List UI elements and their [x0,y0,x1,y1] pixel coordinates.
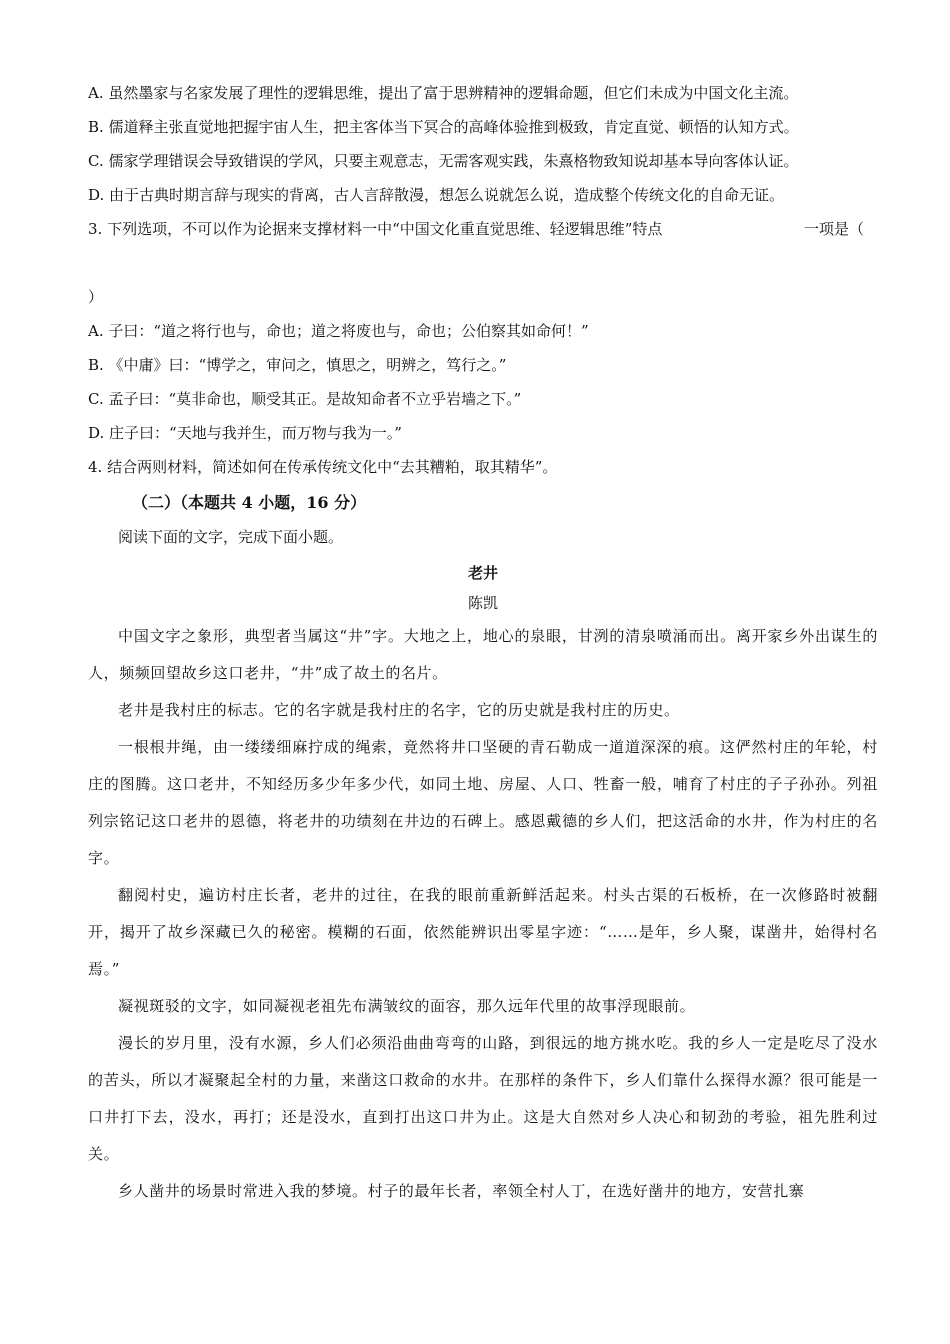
q2-option-c: C. 儒家学理错误会导致错误的学风，只要主观意志，无需客观实践，朱熹格物致知说却基本导向客体认证。 [88,152,799,170]
document-page [88,76,878,1210]
q4-question: 4. 结合两则材料，简述如何在传承传统文化中“去其糟粕，取其精华”。 [88,458,558,476]
q3-option-b: B. 《中庸》曰：“博学之，审问之，慎思之，明辨之，笃行之。” [88,356,507,374]
essay-paragraph: 乡人凿井的场景时常进入我的梦境。村子的最年长者，率领全村人丁，在选好凿井的地方，安营扎寨 [118,1182,805,1200]
essay-paragraph: 中国文字之象形，典型者当属这“井”字。大地之上，地心的泉眼，甘洌的清泉喷涌而出。离开家乡外出谋生的人，频频回望故乡这口老井，“井”成了故土的名片。 [88,627,878,682]
q3-option-c: C. 孟子曰：“莫非命也，顺受其正。是故知命者不立乎岩墙之下。” [88,390,522,408]
q3-close-paren: ） [88,288,104,306]
q3-stem-tail: 一项是（ [803,220,864,238]
essay-title: 老井 [467,564,498,582]
q2-option-b: B. 儒道释主张直觉地把握宇宙人生，把主客体当下冥合的高峰体验推到极致，肯定直觉、顿悟的认知方式。 [88,118,799,136]
essay-author: 陈凯 [467,594,498,612]
q2-option-a: A. 虽然墨家与名家发展了理性的逻辑思维，提出了富于思辨精神的逻辑命题，但它们未成为中国文化主流。 [88,84,799,102]
essay-paragraph: 漫长的岁月里，没有水源，乡人们必须沿曲曲弯弯的山路，到很远的地方挑水吃。我的乡人一定是吃尽了没水的苦头，所以才凝聚起全村的力量，来凿这口救命的水井。在那样的条件下，乡人们靠什么探得水源？很可能是一口井打下去，没水，再打；还是没水，直到打出这口井为止。这是大自然对乡人决心和韧劲的考验，祖先胜利过关。 [88,1034,878,1163]
essay-paragraph: 老井是我村庄的标志。它的名字就是我村庄的名字，它的历史就是我村庄的历史。 [118,701,680,719]
spacer [88,246,878,280]
section-heading: （二）（本题共 4 小题，16 分） [132,493,367,512]
q3-stem: 3. 下列选项，不可以作为论据来支撑材料一中“中国文化重直觉思维、轻逻辑思维”特点 [88,220,663,238]
q3-option-d: D. 庄子曰：“天地与我并生，而万物与我为一。” [88,424,402,442]
q3-option-a: A. 子曰：“道之将行也与，命也；道之将废也与，命也；公伯察其如命何！” [88,322,589,340]
q2-option-d: D. 由于古典时期言辞与现实的背离，古人言辞散漫，想怎么说就怎么说，造成整个传统文化的自命无证。 [88,186,785,204]
essay-paragraph: 一根根井绳，由一缕缕细麻拧成的绳索，竟然将井口坚硬的青石勒成一道道深深的痕。这俨然村庄的年轮，村庄的图腾。这口老井，不知经历多少年多少代，如同土地、房屋、人口、牲畜一般，哺育了村庄的子子孙孙。列祖列宗铭记这口老井的恩德，将老井的功绩刻在井边的石碑上。感恩戴德的乡人们，把这活命的水井，作为村庄的名字。 [88,738,878,867]
essay-paragraph: 凝视斑驳的文字，如同凝视老祖先布满皱纹的面容，那久远年代里的故事浮现眼前。 [118,997,696,1015]
essay-paragraph: 翻阅村史，遍访村庄长者，老井的过往，在我的眼前重新鲜活起来。村头古渠的石板桥，在一次修路时被翻开，揭开了故乡深藏已久的秘密。模糊的石面，依然能辨识出零星字迹：“……是年，乡人聚，谋凿井，始得村名焉。” [88,886,878,978]
essay-body [88,618,878,1210]
q3-stem-row [88,212,878,246]
reading-instruction: 阅读下面的文字，完成下面小题。 [118,528,344,546]
